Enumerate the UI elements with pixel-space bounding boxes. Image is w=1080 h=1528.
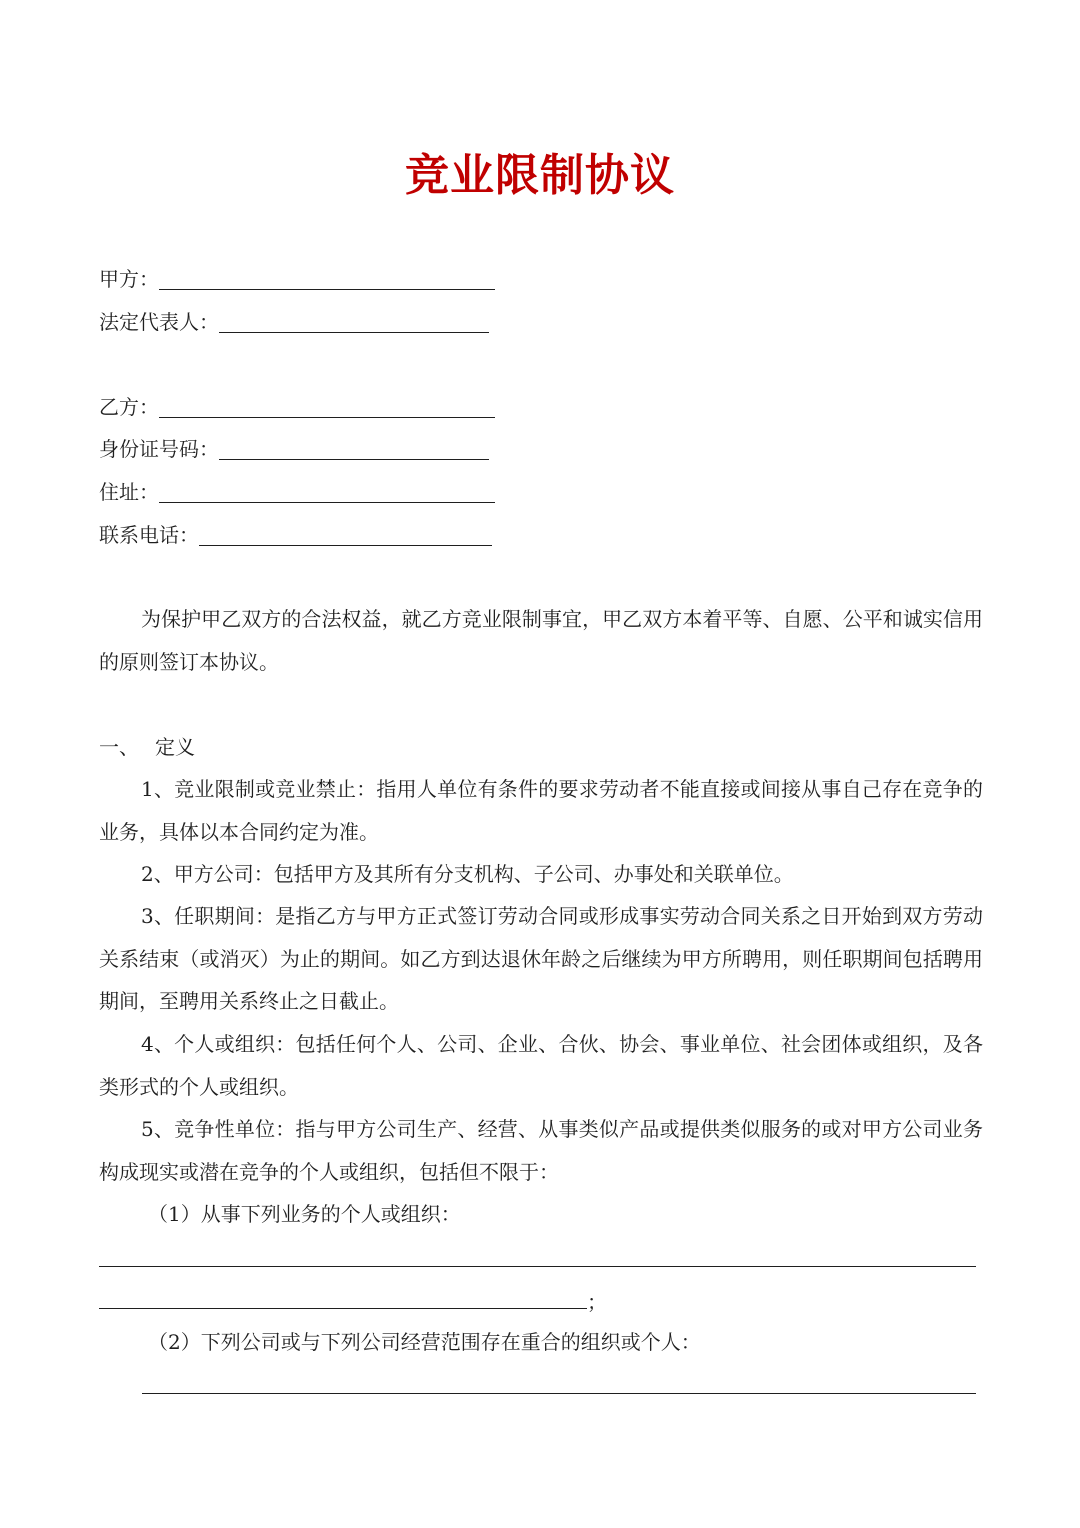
sub-item-1: （1）从事下列业务的个人或组织： — [148, 1202, 461, 1226]
definition-item: 3、任职期间：是指乙方与甲方正式签订劳动合同或形成事实劳动合同关系之日开始到双方劳动关系结束（或消灭）为止的期间。如乙方到达退休年龄之后继续为甲方所聘用，则任职期间包括聘用期间，至聘用关系终止之日截止。 — [99, 904, 983, 1013]
address-label: 住址： — [99, 480, 159, 504]
sub-item-2: （2）下列公司或与下列公司经营范围存在重合的组织或个人： — [148, 1330, 701, 1354]
section-1-number: 一、 — [99, 735, 139, 759]
section-1-heading — [99, 732, 195, 762]
sub-item-2-blank-line[interactable] — [142, 1393, 976, 1394]
definition-item: 5、竞争性单位：指与甲方公司生产、经营、从事类似产品或提供类似服务的或对甲方公司业务构成现实或潜在竞争的个人或组织，包括但不限于： — [99, 1117, 983, 1184]
id-number-field — [99, 434, 489, 464]
sub-item-1-semicolon: ； — [587, 1290, 607, 1314]
address-field — [99, 477, 495, 507]
legal-rep-label: 法定代表人： — [99, 310, 219, 334]
sub-item-1-blank-line[interactable] — [99, 1266, 976, 1267]
party-b-blank[interactable] — [159, 397, 495, 418]
preamble-paragraph: 为保护甲乙双方的合法权益，就乙方竞业限制事宜，甲乙双方本着平等、自愿、公平和诚实信用的原则签订本协议。 — [99, 607, 983, 674]
phone-label: 联系电话： — [99, 523, 199, 547]
phone-field — [99, 520, 492, 550]
party-a-field — [99, 264, 495, 294]
id-number-label: 身份证号码： — [99, 437, 219, 461]
legal-rep-field — [99, 307, 489, 337]
phone-blank[interactable] — [199, 525, 492, 546]
document-title: 竞业限制协议 — [405, 150, 675, 201]
definition-item: 4、个人或组织：包括任何个人、公司、企业、合伙、协会、事业单位、社会团体或组织，及各类形式的个人或组织。 — [99, 1032, 983, 1099]
legal-rep-blank[interactable] — [219, 312, 489, 333]
party-a-label: 甲方： — [99, 267, 159, 291]
section-1-title: 定义 — [155, 735, 195, 759]
party-a-blank[interactable] — [159, 269, 495, 290]
party-b-label: 乙方： — [99, 395, 159, 419]
id-number-blank[interactable] — [219, 439, 489, 460]
party-b-field — [99, 392, 495, 422]
sub-item-1-blank-line[interactable] — [99, 1308, 587, 1309]
definition-item: 2、甲方公司：包括甲方及其所有分支机构、子公司、办事处和关联单位。 — [141, 862, 794, 886]
definition-item: 1、竞业限制或竞业禁止：指用人单位有条件的要求劳动者不能直接或间接从事自己存在竞争的业务，具体以本合同约定为准。 — [99, 777, 983, 844]
address-blank[interactable] — [159, 482, 495, 503]
